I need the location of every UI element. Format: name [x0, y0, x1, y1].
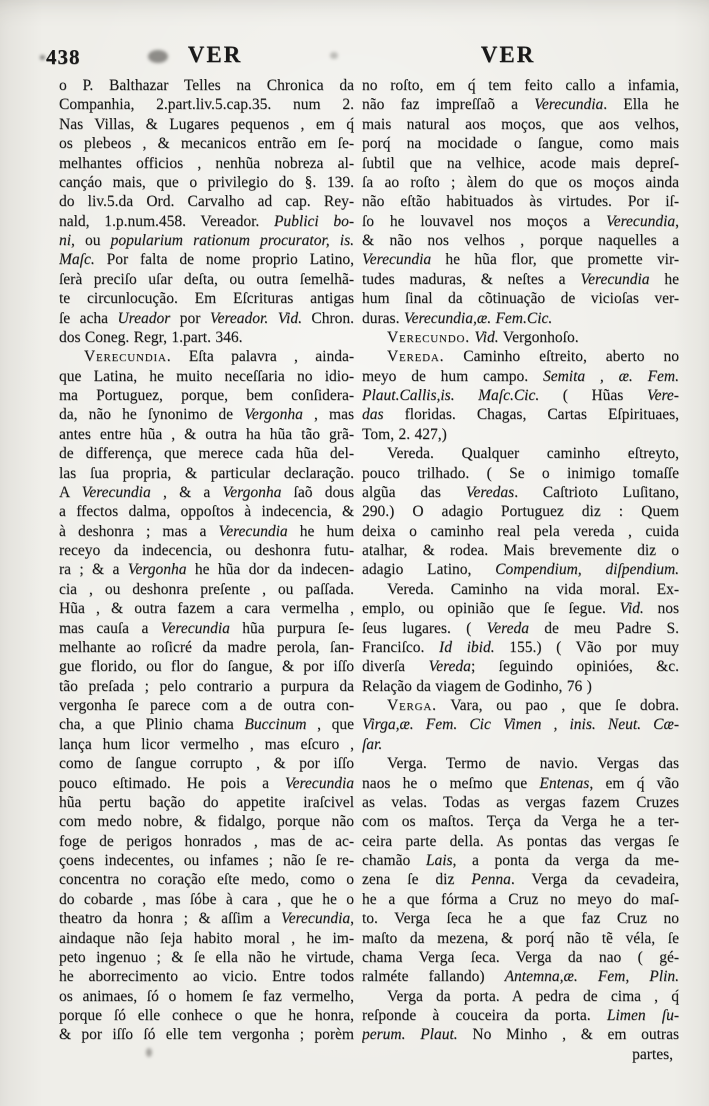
text-line: ſa ao roſto ; àlem do que os moços ainda	[362, 173, 679, 191]
text-line: Companhia, 2.part.liv.5.cap.35. num 2.	[59, 96, 354, 114]
text-line: Tom, 2. 427,)	[362, 425, 447, 443]
text-line: las ſua propria, & particular declaração.	[59, 464, 354, 482]
text-line: o P. Balthazar Telles na Chronica da	[59, 77, 354, 94]
text-line: he a que fórma a Cruz no meyo do maſ-	[362, 890, 679, 908]
text-column-left	[59, 76, 354, 1045]
text-line: nald, 1.p.num.458. Vereador. Publici bo-	[59, 212, 354, 230]
text-line: Relação da viagem de Godinho, 76 )	[362, 677, 592, 695]
text-line: hum ſinal da cõtinuação de vicioſas ver-	[362, 290, 679, 308]
text-line: Vereda. Caminho na vida moral. Ex-	[387, 580, 679, 598]
text-line: Verecundo. Vid. Vergonhoſo.	[387, 328, 579, 346]
text-line: ſubtil que na velhice, acode mais depreſ-	[362, 154, 679, 172]
text-line: gue florido, ou flor do ſangue, & por iſſo	[59, 658, 354, 676]
text-line: pouco eſtimado. He pois a Verecundia	[59, 774, 354, 792]
text-line: Virga,æ. Fem. Cic Vimen , inis. Neut. Cæ-	[362, 716, 679, 734]
text-line: das floridas. Chagas, Cartas Eſpirituaes,	[362, 406, 679, 424]
text-line: tudes maduras, & neſtes a Verecundia he	[362, 270, 679, 288]
text-line: te circunlocução. Em Eſcrituras antigas	[59, 290, 354, 308]
text-column-right	[362, 76, 679, 1064]
text-line: lança hum licor vermelho , mas eſcuro ,	[59, 735, 354, 753]
text-line: ceira parte della. As pontas das vergas ſe	[362, 832, 679, 850]
text-line: porq́ na mocidade o ſangue, como mais	[362, 135, 679, 153]
text-line: foge de perigos honrados , mas de ac-	[59, 832, 354, 850]
text-line: Vereda. Qualquer caminho eſtreyto,	[387, 445, 679, 463]
text-line: Verecundia. Eſta palavra , ainda-	[84, 348, 354, 366]
text-line: melhantes officios , nenhũa nobreza al-	[59, 154, 354, 172]
text-line: com medo nobre, & fidalgo, porque não	[59, 813, 354, 831]
text-line: Verga. Termo de navio. Vergas das	[387, 755, 679, 773]
text-line: diverſa Vereda; ſeguindo opinióes, &c.	[362, 658, 679, 676]
text-line: Verecundia he hũa flor, que promette vir-	[362, 251, 679, 269]
text-line: Verga da porta. A pedra de cima , q́	[387, 987, 679, 1005]
text-line: mas cauſa a Verecundia hũa purpura ſe-	[59, 619, 354, 637]
text-line: ma Portuguez, porque, bem conſidera-	[59, 387, 354, 404]
text-line: maſto da mezena, & porq́ não tẽ véla, ſe	[362, 929, 679, 947]
text-line: & não nos velhos , porque naquelles a	[362, 232, 679, 249]
text-line: não faz impreſſaõ a Verecundia. Ella he	[362, 96, 679, 114]
ink-smudge	[330, 52, 338, 59]
text-line: que Latina, he muito neceſſaria no idio-	[59, 367, 354, 385]
text-line: Plaut.Callis,is. Maſc.Cic. ( Hũas Vere-	[362, 387, 679, 404]
text-line: A Verecundia , & a Vergonha ſaõ dous	[59, 483, 354, 501]
text-line: ra ; & a Vergonha he hũa dor da indecen-	[59, 561, 354, 579]
text-line: peto ingenuo ; & ſe ella não he virtude,	[59, 948, 354, 966]
text-line: çoens indecentes, ou infames ; não ſe re-	[59, 852, 354, 869]
text-line: Hũa , & outra fazem a cara vermelha ,	[59, 600, 354, 618]
text-line: ſe acha Ureador por Vereador. Vid. Chron.	[59, 309, 354, 327]
text-line: os plebeos , & mecanicos entrão em ſe-	[59, 135, 354, 153]
text-line: meyo de hum campo. Semita , æ. Fem.	[362, 367, 679, 385]
text-line: vergonha ſe parece com a de outra con-	[59, 697, 354, 714]
text-line: reſponde à couceira da porta. Limen ſu-	[362, 1007, 679, 1024]
text-line: as velas. Todas as vergas fazem Cruzes	[362, 793, 679, 811]
text-line: Nas Villas, & Lugares pequenos , em q́	[59, 115, 354, 133]
text-line: deixa o caminho real pela vereda , cuida	[362, 522, 679, 540]
text-line: no roſto, em q́ tem feito callo a infamia,	[362, 77, 679, 94]
text-line: à deshonra ; mas a Verecundia he hum	[59, 522, 354, 540]
text-line: do liv.5.da Ord. Carvalho ad cap. Rey-	[59, 193, 354, 211]
text-line: cia , ou deshonra preſente , ou paſſada.	[59, 580, 354, 598]
text-line: da, não he ſynonimo de Vergonha , mas	[59, 406, 354, 424]
text-line: zena ſe diz Penna. Verga da cevadeira,	[362, 871, 679, 889]
running-header-right: VER	[480, 42, 536, 67]
text-line: Franciſco. Id ibid. 155.) ( Vão por muy	[362, 638, 679, 656]
text-line: 290.) O adagio Portuguez diz : Quem	[362, 503, 679, 521]
text-line: cha, a que Plinio chama Buccinum , que	[59, 716, 354, 734]
text-line: Verga. Vara, ou pao , que ſe dobra.	[387, 697, 679, 714]
text-line: ſerà preciſo uſar deſta, ou outra ſemelhã-	[59, 270, 354, 288]
text-line: adagio Latino, Compendium, diſpendium.	[362, 561, 679, 579]
text-line: concentra no coração eſte medo, como o	[59, 871, 354, 889]
text-line: emplo, ou opinião que ſe ſegue. Vid. nos	[362, 600, 679, 618]
text-line: Maſc. Por falta de nome proprio Latino,	[59, 251, 354, 269]
text-line: pouco trilhado. ( Se o inimigo tomaſſe	[362, 464, 679, 482]
text-line: algũa das Veredas. Caſtrioto Luſitano,	[362, 483, 679, 501]
text-line: ſar.	[362, 735, 383, 753]
text-line: to. Verga ſeca he a que faz Cruz no	[362, 910, 679, 928]
text-line: chama Verga ſeca. Verga da nao ( gé-	[362, 948, 679, 966]
text-line: antes entre hũa , & outra ha hũa tão grã-	[59, 425, 354, 443]
text-line: com os maſtos. Terça da Verga he a ter-	[362, 813, 679, 831]
text-line: ralméte fallando) Antemna,æ. Fem, Plin.	[362, 968, 679, 986]
text-line: hũa pertu bação do appetite iraſcivel	[59, 793, 354, 811]
text-line: perum. Plaut. No Minho , & em outras	[362, 1026, 679, 1044]
text-line: ni, ou popularium rationum procurator, is.	[59, 232, 354, 249]
text-line: de differença, que merece cada hũa del-	[59, 445, 354, 463]
text-line: receyo da indecencia, ou deshonra futu-	[59, 542, 354, 559]
text-line: do cobarde , mas ſóbe à cara , que he o	[59, 890, 354, 908]
text-line: como de ſangue corrupto , & por iſſo	[59, 755, 354, 773]
text-line: cançáo mais, que o privilegio do §. 139.	[59, 173, 354, 191]
text-line: dos Coneg. Regr, 1.part. 346.	[59, 328, 243, 346]
text-line: aindaque não ſeja habito moral , he im-	[59, 929, 354, 947]
text-line: atalhar, & rodea. Mais brevemente diz o	[362, 542, 679, 559]
text-line: partes,	[632, 1045, 673, 1063]
text-line: não eſtão habituados às virtudes. Por iſ-	[362, 193, 679, 211]
text-line: a ffectos dalma, oppoſtos à indecencia, &	[59, 503, 354, 521]
text-line: os animaes, ſó o homem ſe faz vermelho,	[59, 987, 354, 1005]
text-line: Vereda. Caminho eſtreito, aberto no	[387, 348, 679, 366]
ink-smudge	[40, 55, 45, 60]
text-line: ſo he louvavel nos moços a Verecundia,	[362, 212, 679, 230]
running-header-left: VER	[187, 42, 243, 67]
text-line: naos he o meſmo que Entenas, em q́ vão	[362, 774, 679, 792]
page-number: 438	[46, 45, 81, 69]
text-line: & por iſſo ſó elle tem vergonha ; porèm	[59, 1026, 354, 1044]
text-line: porque ſó elle conhece o que he honra,	[59, 1007, 354, 1024]
text-line: theatro da honra ; & aſſim a Verecundia,	[59, 910, 354, 928]
text-line: ſeus lugares. ( Vereda de meu Padre S.	[362, 619, 679, 637]
text-line: chamão Lais, a ponta da verga da me-	[362, 852, 679, 869]
text-line: he aborrecimento ao vicio. Entre todos	[59, 968, 354, 986]
text-line: duras. Verecundia,æ. Fem.Cic.	[362, 309, 553, 327]
text-line: mais natural aos moços, que aos velhos,	[362, 115, 679, 133]
ink-smudge	[146, 1048, 152, 1057]
text-line: tão preſada ; pelo contrario a purpura da	[59, 677, 354, 695]
text-line: melhante ao roſicré da madre perola, ſan-	[59, 638, 354, 656]
